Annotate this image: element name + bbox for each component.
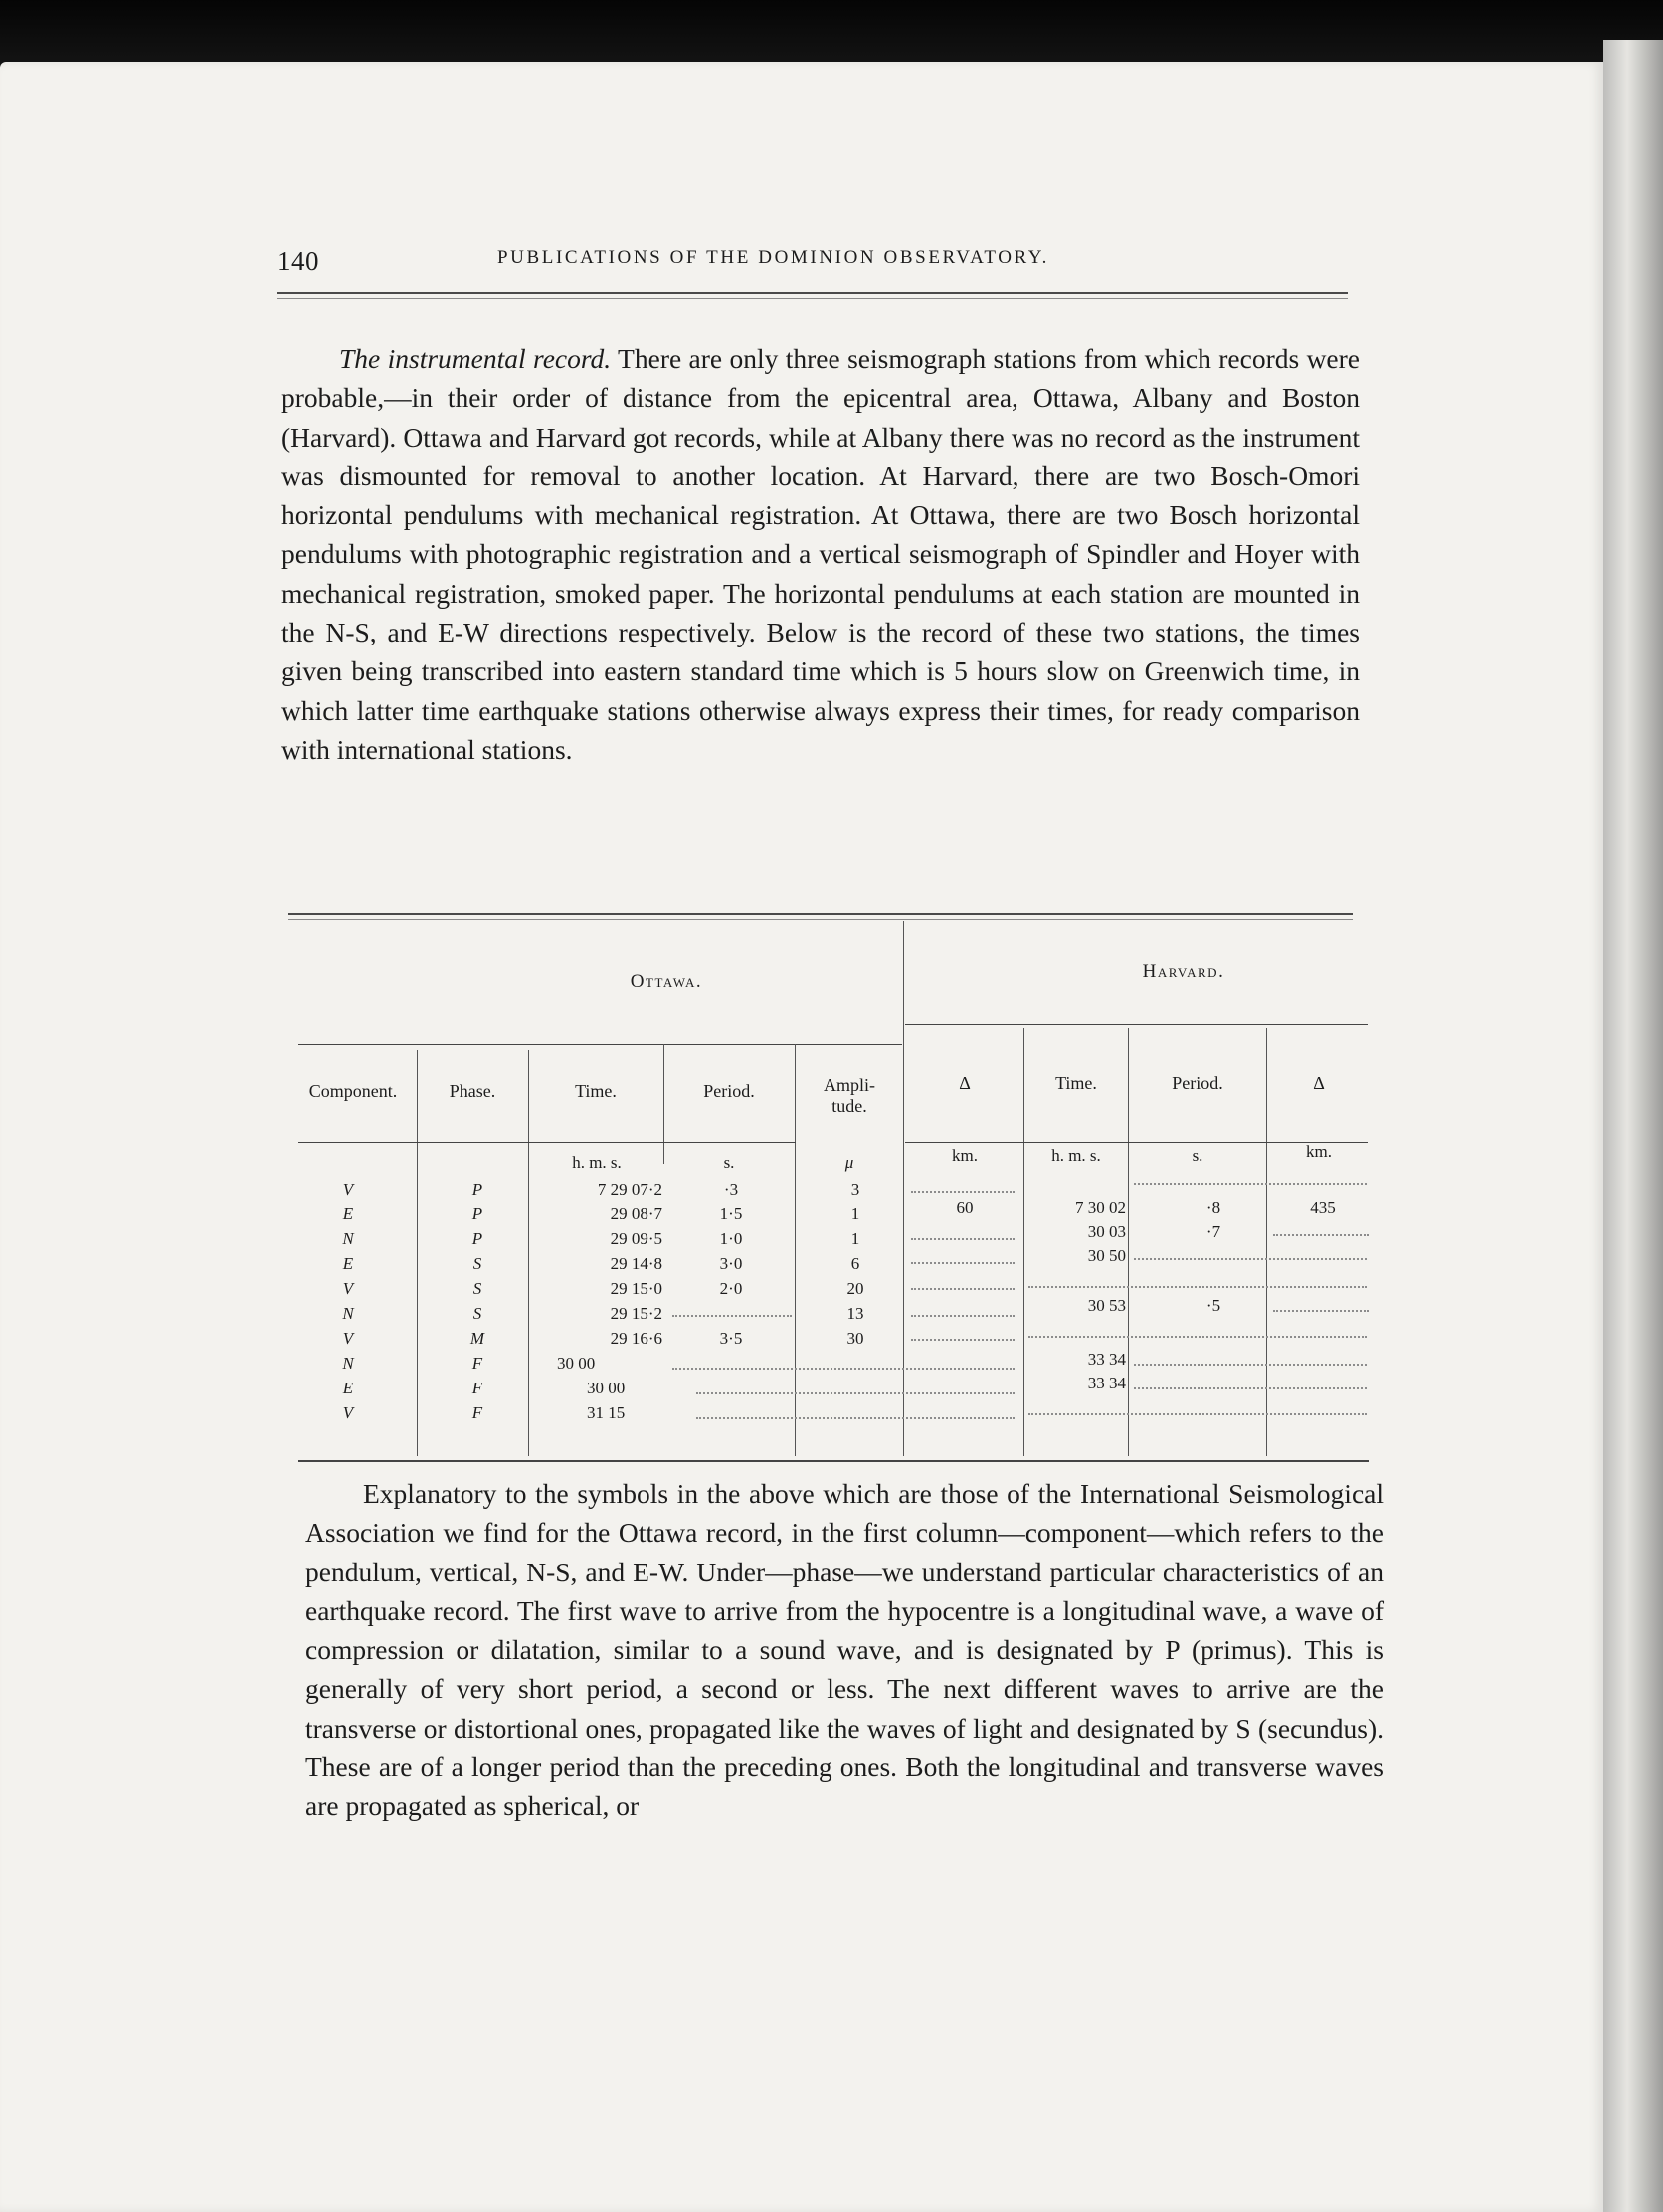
cell-harvard-delta: 435 bbox=[1310, 1198, 1336, 1217]
ottawa-subheader-rule bbox=[298, 1044, 902, 1045]
cell-phase: P bbox=[471, 1180, 483, 1198]
cell-phase: S bbox=[472, 1304, 482, 1323]
harvard-heading: Harvard. bbox=[1142, 961, 1225, 982]
cell-period: 1·0 bbox=[719, 1229, 743, 1248]
cell-time: 31 15 bbox=[587, 1403, 626, 1422]
leader-dots bbox=[1134, 1183, 1367, 1185]
col-header-harvard-time: Time. bbox=[1055, 1073, 1097, 1093]
cell-phase: M bbox=[469, 1329, 485, 1348]
station-divider bbox=[903, 921, 904, 1456]
leader-dots bbox=[911, 1262, 1015, 1264]
cell-component: V bbox=[342, 1329, 354, 1348]
leader-dots bbox=[696, 1417, 1015, 1419]
paragraph-instrumental-record bbox=[281, 339, 1360, 769]
cell-time: 29 15·0 bbox=[610, 1279, 662, 1298]
paragraph-explanatory bbox=[305, 1474, 1384, 1826]
cell-time: 7 29 07·2 bbox=[597, 1180, 662, 1198]
cell-amplitude: 1 bbox=[850, 1204, 860, 1223]
unit-time: h. m. s. bbox=[572, 1153, 622, 1172]
cell-phase: S bbox=[472, 1254, 482, 1273]
ottawa-heading: Ottawa. bbox=[630, 971, 703, 992]
cell-time: 29 15·2 bbox=[610, 1304, 662, 1323]
cell-amplitude: 6 bbox=[850, 1254, 860, 1273]
cell-component: E bbox=[342, 1379, 354, 1397]
leader-dots bbox=[1134, 1258, 1367, 1260]
cell-phase: F bbox=[471, 1354, 483, 1373]
cell-phase: F bbox=[471, 1403, 483, 1422]
col-header-time: Time. bbox=[575, 1081, 617, 1101]
cell-phase: P bbox=[471, 1204, 483, 1223]
leader-dots bbox=[911, 1315, 1015, 1317]
cell-delta: 60 bbox=[956, 1198, 974, 1217]
cell-component: V bbox=[342, 1180, 354, 1198]
harvard-subheader-rule bbox=[905, 1024, 1368, 1025]
cell-amplitude: 30 bbox=[846, 1329, 864, 1348]
table-bottom-rule bbox=[298, 1460, 1369, 1462]
amplitude-line-2: tude. bbox=[832, 1096, 867, 1116]
paragraph-body: There are only three seismograph stations from which records were probable,—in their order of distance from the epicentral area, Ottawa, Albany and Boston (Harvard). Ottawa and Harvard got records, while at Albany there was no record as the instrument was dismounted for removal to another location. At Harvard, there are two Bosch-Omori horizontal pendulums with mechanical registration. At Ottawa, there are two Bosch horizontal pendulums with photographic registration and a vertical seismograph of Spindler and Hoyer with mechanical registration, smoked paper. The horizontal pendulums at each station are mounted in the N-S, and E-W directions respectively. Below is the record of these two stations, the times given being transcribed into eastern standard time which is 5 hours slow on Greenwich time, in which latter time earthquake stations otherwise always express their times, for ready comparison with international stations. bbox=[281, 343, 1360, 765]
table-top-rule-thin bbox=[288, 919, 1353, 920]
cell-time: 29 14·8 bbox=[610, 1254, 662, 1273]
table-top-rule bbox=[288, 913, 1353, 915]
cell-amplitude: 3 bbox=[850, 1180, 860, 1198]
cell-component: E bbox=[342, 1204, 354, 1223]
cell-harvard-time: 30 53 bbox=[1087, 1296, 1126, 1315]
col-divider-1 bbox=[417, 1050, 418, 1456]
cell-harvard-time: 30 50 bbox=[1087, 1246, 1126, 1265]
leader-dots bbox=[672, 1368, 1015, 1370]
running-head: PUBLICATIONS OF THE DOMINION OBSERVATORY. bbox=[497, 247, 1049, 268]
col-header-period: Period. bbox=[703, 1081, 755, 1101]
unit-amplitude: μ bbox=[844, 1153, 854, 1172]
col-header-component: Component. bbox=[308, 1081, 398, 1101]
cell-harvard-time: 30 03 bbox=[1087, 1222, 1126, 1241]
col-divider-3 bbox=[663, 1044, 664, 1164]
cell-harvard-time: 33 34 bbox=[1087, 1374, 1126, 1392]
leader-dots bbox=[1028, 1336, 1367, 1338]
cell-time: 29 16·6 bbox=[610, 1329, 662, 1348]
leader-dots bbox=[696, 1392, 1015, 1394]
cell-component: N bbox=[342, 1229, 354, 1248]
cell-period: 3·5 bbox=[719, 1329, 743, 1348]
cell-phase: P bbox=[471, 1229, 483, 1248]
leader-dots bbox=[911, 1339, 1015, 1341]
unit-delta: km. bbox=[952, 1146, 978, 1165]
cell-component: N bbox=[342, 1304, 354, 1323]
cell-harvard-period: ·8 bbox=[1205, 1198, 1221, 1217]
cell-period: ·3 bbox=[723, 1180, 739, 1198]
leader-dots bbox=[1273, 1234, 1369, 1236]
cell-time: 29 09·5 bbox=[610, 1229, 662, 1248]
cell-period: 3·0 bbox=[719, 1254, 743, 1273]
cell-harvard-period: ·5 bbox=[1205, 1296, 1221, 1315]
cell-component: V bbox=[342, 1403, 354, 1422]
leader-dots bbox=[1134, 1364, 1367, 1366]
header-rule bbox=[277, 292, 1348, 294]
cell-harvard-period: ·7 bbox=[1205, 1222, 1221, 1241]
cell-component: N bbox=[342, 1354, 354, 1373]
col-header-delta: Δ bbox=[959, 1073, 971, 1093]
cell-time: 30 00 bbox=[557, 1354, 596, 1373]
cell-period: 2·0 bbox=[719, 1279, 743, 1298]
cell-harvard-time: 7 30 02 bbox=[1075, 1198, 1126, 1217]
col-header-phase: Phase. bbox=[449, 1081, 496, 1101]
leader-dots bbox=[911, 1288, 1015, 1290]
col-header-amplitude bbox=[796, 1075, 903, 1117]
cell-amplitude: 13 bbox=[846, 1304, 864, 1323]
page-number: 140 bbox=[277, 246, 319, 276]
col-divider-2 bbox=[528, 1050, 529, 1456]
leader-dots bbox=[1134, 1387, 1367, 1389]
leader-dots bbox=[672, 1315, 792, 1317]
leader-dots bbox=[911, 1191, 1015, 1193]
cell-amplitude: 1 bbox=[850, 1229, 860, 1248]
cell-harvard-time: 33 34 bbox=[1087, 1350, 1126, 1369]
cell-component: V bbox=[342, 1279, 354, 1298]
cell-period: 1·5 bbox=[719, 1204, 743, 1223]
cell-component: E bbox=[342, 1254, 354, 1273]
cell-amplitude: 20 bbox=[846, 1279, 864, 1298]
leader-dots bbox=[1028, 1286, 1367, 1288]
amplitude-line-1: Ampli- bbox=[824, 1075, 875, 1095]
unit-period: s. bbox=[723, 1153, 735, 1172]
cell-time: 29 08·7 bbox=[610, 1204, 662, 1223]
cell-phase: F bbox=[471, 1379, 483, 1397]
cell-phase: S bbox=[472, 1279, 482, 1298]
leader-dots bbox=[911, 1238, 1015, 1240]
cell-time: 30 00 bbox=[587, 1379, 626, 1397]
header-bottom-rule bbox=[298, 1142, 796, 1143]
col-header-harvard-period: Period. bbox=[1172, 1073, 1223, 1093]
col-header-harvard-delta: Δ bbox=[1313, 1073, 1325, 1093]
unit-harvard-period: s. bbox=[1192, 1146, 1203, 1165]
paragraph-body: Explanatory to the symbols in the above which are those of the International Seismological Association we find for the Ottawa record, in the first column—component—which refers to the pendulum, vertical, N-S, and E-W. Under—phase—we understand particular characteristics of an earthquake record. The first wave to arrive from the hypocentre is a longitudinal wave, a wave of compression or dilatation, similar to a sound wave, and is designated by P (primus). This is generally of very short period, a second or less. The next different waves to arrive are the transverse or distortional ones, propagated like the waves of light and designated by S (secundus). These are of a longer period than the preceding ones. Both the longitudinal and transverse waves are propagated as spherical, or bbox=[305, 1478, 1384, 1822]
adjacent-page-edge bbox=[1603, 40, 1663, 2212]
header-rule-thin bbox=[277, 298, 1348, 299]
leader-dots bbox=[1028, 1413, 1367, 1415]
paragraph-lead: The instrumental record. bbox=[339, 343, 612, 374]
unit-harvard-delta: km. bbox=[1306, 1142, 1332, 1161]
leader-dots bbox=[1273, 1310, 1369, 1312]
unit-harvard-time: h. m. s. bbox=[1051, 1146, 1101, 1165]
